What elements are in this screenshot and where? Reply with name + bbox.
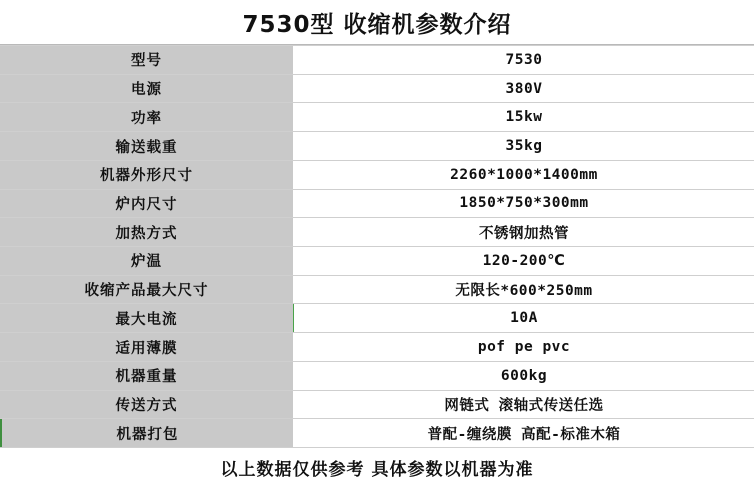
row-value: 普配-缠绕膜 高配-标准木箱	[427, 426, 621, 443]
row-value-cell	[294, 333, 754, 361]
row-value: 10A	[510, 310, 538, 327]
row-label: 适用薄膜	[115, 340, 178, 357]
row-value: 不锈钢加热管	[479, 225, 569, 242]
table-row	[0, 218, 754, 247]
row-value-cell	[294, 247, 754, 275]
row-label-cell	[0, 46, 294, 74]
row-label-cell	[0, 161, 294, 189]
row-label-cell	[0, 362, 294, 390]
row-value: 2260*1000*1400mm	[450, 166, 598, 183]
table-row	[0, 190, 754, 219]
row-label: 型号	[131, 53, 162, 70]
row-label-cell	[0, 75, 294, 103]
table-row	[0, 362, 754, 391]
row-label-cell	[0, 247, 294, 275]
row-label-cell	[0, 333, 294, 361]
row-label: 最大电流	[115, 311, 178, 328]
row-value-cell	[294, 276, 754, 304]
table-row	[0, 161, 754, 190]
row-label: 输送载重	[115, 139, 178, 156]
row-label-cell	[0, 103, 294, 131]
row-value-cell	[294, 46, 754, 74]
row-label: 传送方式	[115, 397, 178, 414]
table-row	[0, 304, 754, 333]
row-value: 7530	[505, 51, 543, 68]
row-label: 收缩产品最大尺寸	[84, 283, 209, 300]
row-value-cell	[294, 75, 754, 103]
table-row	[0, 276, 754, 305]
table-row	[0, 391, 754, 420]
row-label: 机器打包	[116, 426, 179, 443]
table-row	[0, 419, 754, 448]
row-value: 380V	[505, 80, 543, 97]
table-row	[0, 75, 754, 104]
row-value: 无限长*600*250mm	[455, 283, 593, 300]
row-label: 炉温	[131, 254, 162, 271]
row-label: 机器重量	[115, 369, 178, 386]
row-value-cell	[294, 161, 754, 189]
row-label-cell	[0, 276, 294, 304]
sheet-title-row	[0, 0, 754, 45]
row-value: 35kg	[505, 138, 543, 155]
row-value-cell	[294, 132, 754, 160]
row-value: 120-200℃	[482, 252, 566, 269]
row-value: pof pe pvc	[477, 339, 571, 356]
row-value-cell	[294, 362, 754, 390]
table-row	[0, 103, 754, 132]
table-row	[0, 333, 754, 362]
row-label: 加热方式	[115, 225, 178, 242]
page-title: 7530型 收缩机参数介绍	[242, 11, 512, 38]
row-label: 电源	[131, 82, 162, 99]
row-value-cell	[294, 190, 754, 218]
table-row	[0, 132, 754, 161]
table-row	[0, 247, 754, 276]
row-label-cell	[0, 218, 294, 246]
spec-table	[0, 45, 754, 448]
row-value: 15kw	[505, 109, 543, 126]
row-value-cell	[294, 103, 754, 131]
row-value: 网链式 滚轴式传送任选	[444, 397, 604, 414]
row-label: 炉内尺寸	[115, 196, 178, 213]
footer-note: 以上数据仅供参考 具体参数以机器为准	[220, 459, 534, 480]
row-value: 1850*750*300mm	[459, 195, 589, 212]
row-value-cell	[294, 391, 754, 419]
row-label-cell	[0, 304, 294, 332]
footer-note-row	[0, 448, 754, 486]
row-label-cell	[0, 419, 294, 447]
row-label: 机器外形尺寸	[100, 168, 193, 185]
row-label-cell	[0, 132, 294, 160]
row-label-cell	[0, 391, 294, 419]
row-value: 600kg	[500, 367, 548, 384]
row-label-cell	[0, 190, 294, 218]
row-value-cell	[294, 419, 754, 447]
table-row	[0, 46, 754, 75]
row-value-cell	[294, 304, 754, 332]
row-value-cell	[294, 218, 754, 246]
row-label: 功率	[131, 110, 162, 127]
